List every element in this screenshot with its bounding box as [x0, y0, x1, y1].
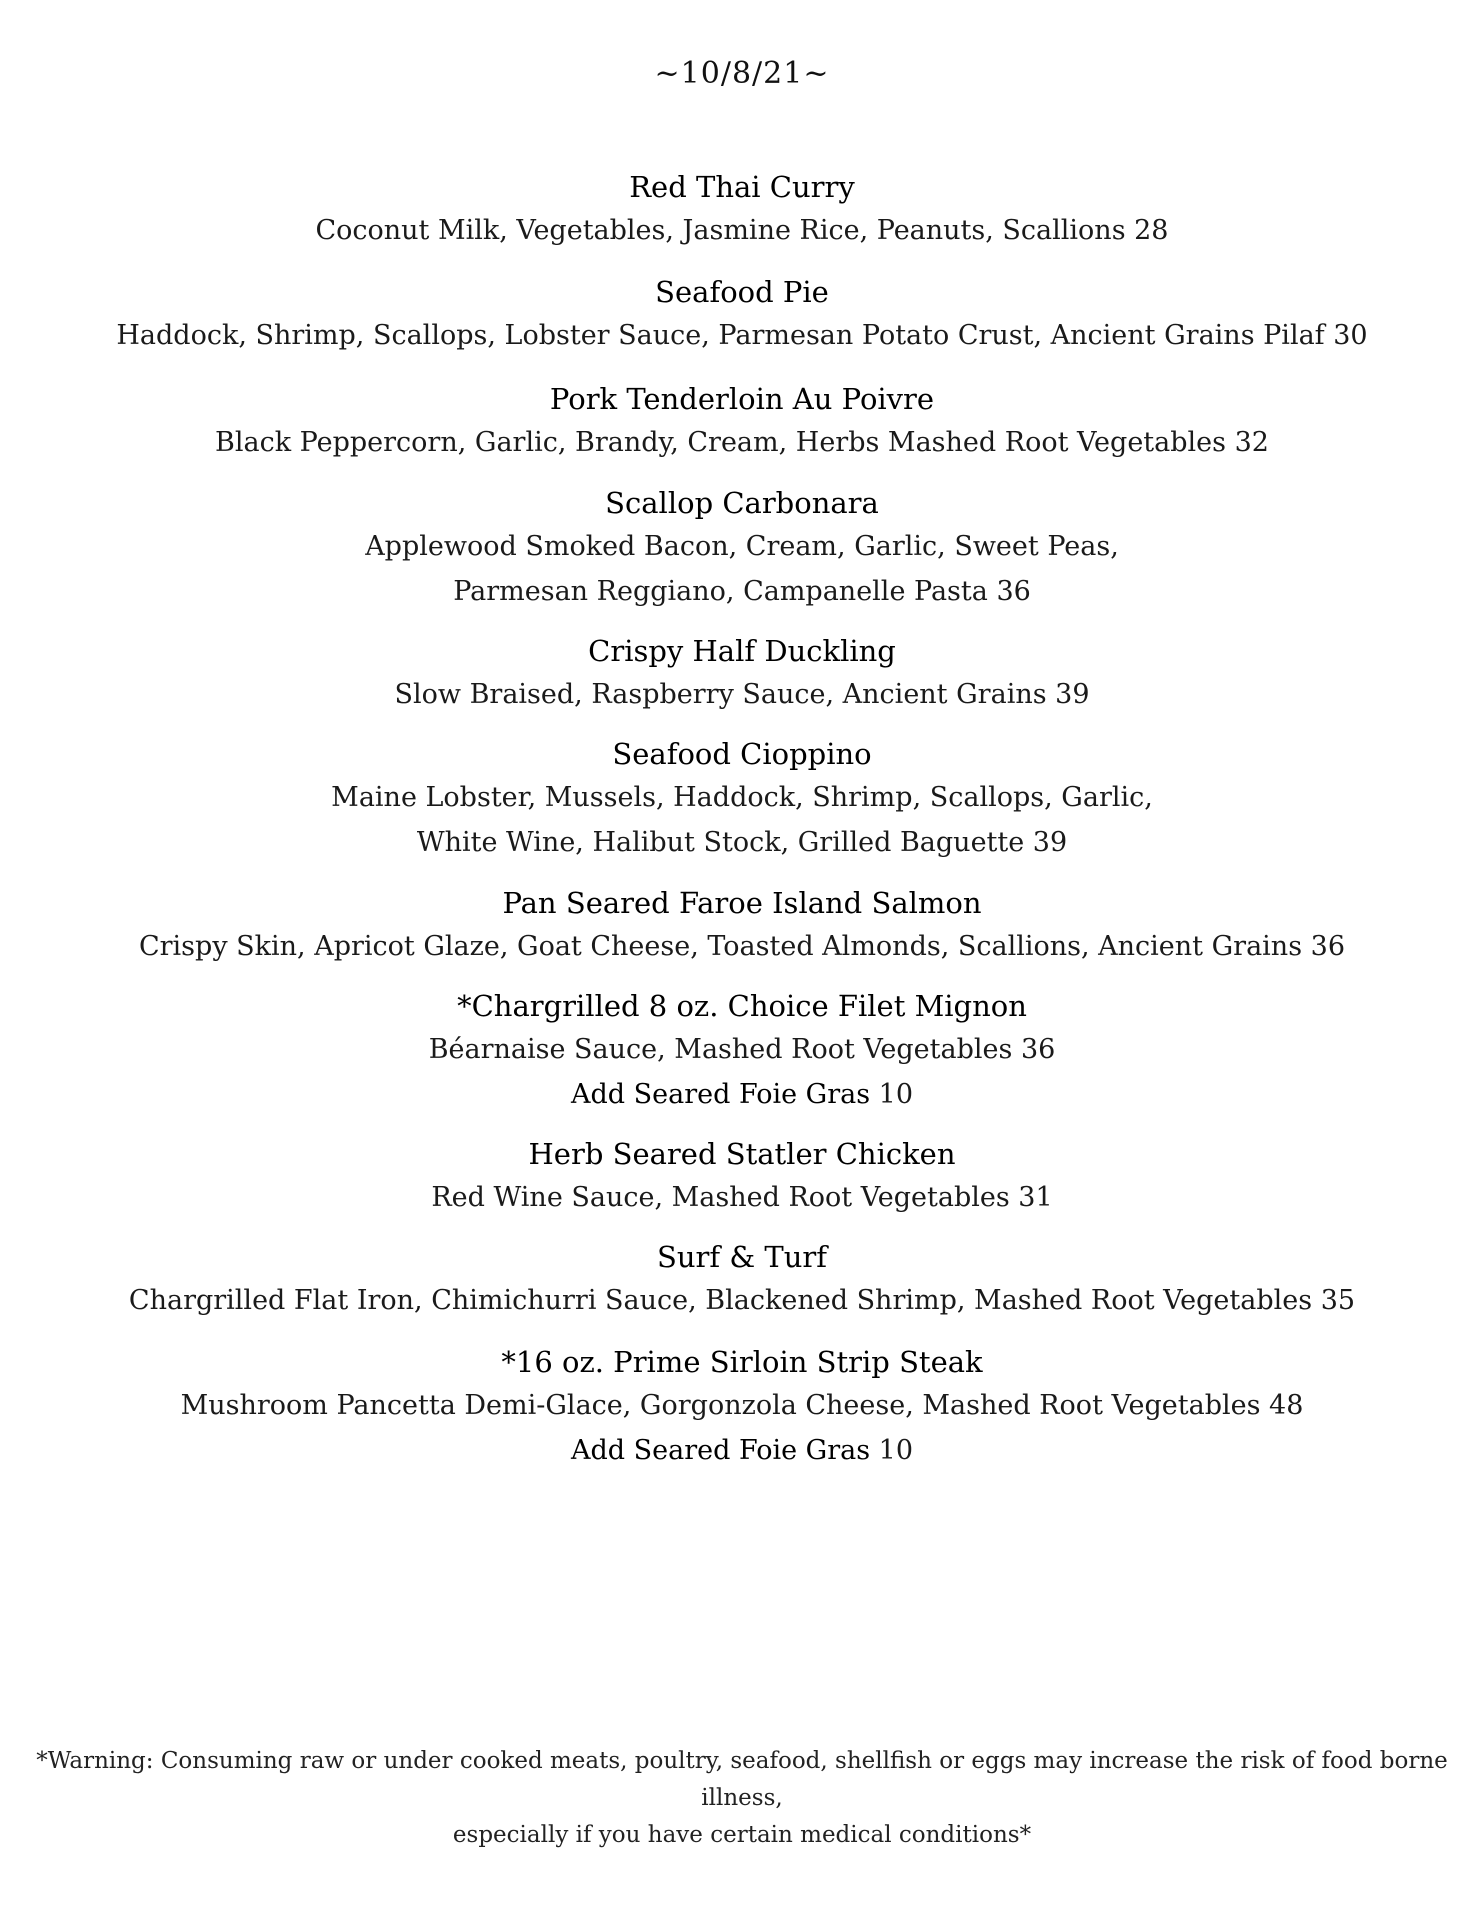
item-description: Haddock, Shrimp, Scallops, Lobster Sauce, Parmesan Potato Crust, Ancient Grains Pilaf 30: [116, 320, 1368, 351]
item-description: Chargrilled Flat Iron, Chimichurri Sauce, Blackened Shrimp, Mashed Root Vegetables 35: [128, 1285, 1356, 1316]
item-name: Pan Seared Faroe Island Salmon: [502, 886, 982, 920]
menu-list: [0, 150, 1484, 1473]
menu-item: [0, 378, 1484, 465]
menu-item: [0, 1341, 1484, 1473]
menu-item: [0, 1133, 1484, 1220]
item-description: White Wine, Halibut Stock, Grilled Baguette 39: [416, 827, 1068, 858]
item-name: *16 oz. Prime Sirloin Strip Steak: [501, 1345, 983, 1379]
item-name: Herb Seared Statler Chicken: [528, 1137, 956, 1171]
item-description: Coconut Milk, Vegetables, Jasmine Rice, Peanuts, Scallions 28: [315, 215, 1169, 246]
item-description: Slow Braised, Raspberry Sauce, Ancient Grains 39: [394, 679, 1090, 710]
menu-item: [0, 1236, 1484, 1323]
menu-item: [0, 271, 1484, 358]
item-description: Crispy Skin, Apricot Glaze, Goat Cheese, Toasted Almonds, Scallions, Ancient Grains 36: [138, 931, 1345, 962]
menu-item: [0, 482, 1484, 614]
addon-price: 10: [878, 1079, 914, 1110]
item-description: Béarnaise Sauce, Mashed Root Vegetables 36: [428, 1034, 1056, 1065]
menu-item: [0, 985, 1484, 1117]
warning-line: especially if you have certain medical conditions*: [452, 1822, 1032, 1848]
item-description: Maine Lobster, Mussels, Haddock, Shrimp, Scallops, Garlic,: [331, 782, 1153, 813]
item-name: Pork Tenderloin Au Poivre: [549, 382, 935, 416]
item-description: Mushroom Pancetta Demi-Glace, Gorgonzola Cheese, Mashed Root Vegetables 48: [180, 1390, 1304, 1421]
item-name: Red Thai Curry: [629, 170, 855, 204]
item-name: Seafood Pie: [655, 275, 829, 309]
item-description: Black Peppercorn, Garlic, Brandy, Cream, Herbs Mashed Root Vegetables 32: [215, 427, 1269, 458]
item-addon: [0, 1428, 1484, 1473]
addon-label: Add Seared Foie Gras: [570, 1435, 871, 1466]
item-name: Crispy Half Duckling: [588, 634, 896, 668]
item-name: Scallop Carbonara: [605, 486, 879, 520]
item-name: Surf & Turf: [656, 1240, 827, 1274]
item-description: Parmesan Reggiano, Campanelle Pasta 36: [453, 576, 1031, 607]
item-description: Red Wine Sauce, Mashed Root Vegetables 31: [431, 1182, 1053, 1213]
item-description: Applewood Smoked Bacon, Cream, Garlic, Sweet Peas,: [365, 531, 1119, 562]
addon-label: Add Seared Foie Gras: [570, 1079, 871, 1110]
item-name: *Chargrilled 8 oz. Choice Filet Mignon: [457, 989, 1027, 1023]
menu-date: ~10/8/21~: [654, 56, 830, 91]
food-warning: [20, 1743, 1464, 1854]
item-name: Seafood Cioppino: [612, 737, 872, 771]
menu-item: [0, 166, 1484, 253]
item-addon: [0, 1072, 1484, 1117]
menu-item: [0, 882, 1484, 969]
warning-line: *Warning: Consuming raw or under cooked meats, poultry, seafood, shellfish or eggs may increase the risk of food borne illness,: [36, 1748, 1448, 1811]
menu-item: [0, 630, 1484, 717]
addon-price: 10: [878, 1435, 914, 1466]
menu-item: [0, 733, 1484, 865]
